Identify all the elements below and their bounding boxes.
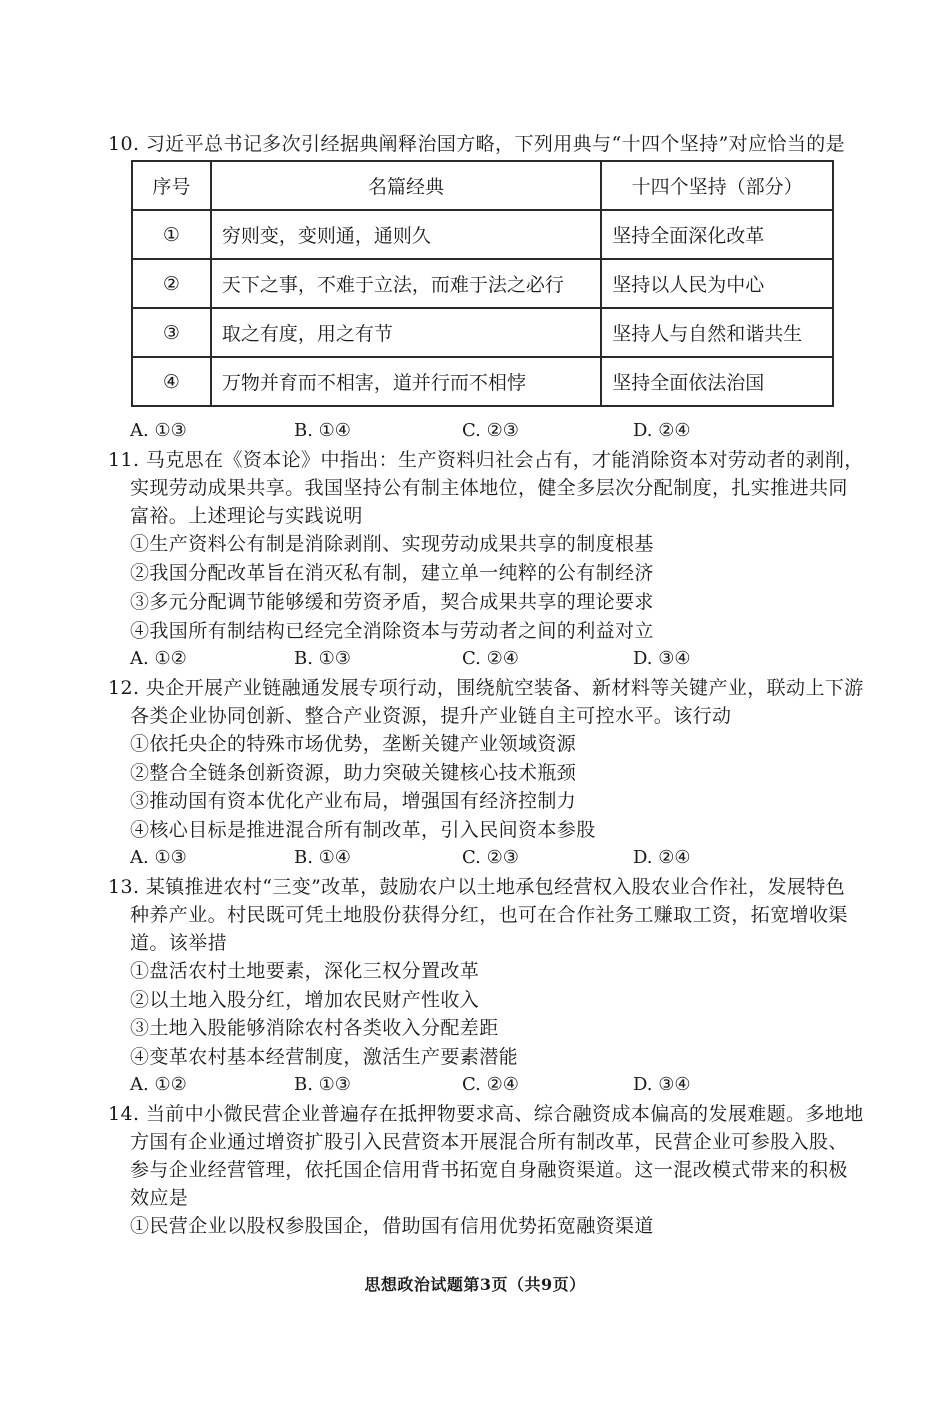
option-a[interactable]: A. ①③: [130, 847, 187, 868]
q12-statement: ③推动国有资本优化产业布局，增强国有经济控制力: [130, 790, 577, 812]
option-c[interactable]: C. ②④: [462, 1074, 519, 1095]
q13-stem-line: 道。该举措: [130, 932, 228, 954]
row-quote: 万物并育而不相害，道并行而不相悖: [211, 357, 601, 406]
q12-options: [130, 846, 850, 870]
q11-statement: ③多元分配调节能够缓和劳资矛盾，契合成果共享的理论要求: [130, 591, 654, 613]
q13-options: [130, 1073, 850, 1097]
option-b[interactable]: B. ①③: [294, 1074, 351, 1095]
q12-statement: ②整合全链条创新资源，助力突破关键核心技术瓶颈: [130, 762, 577, 784]
option-b[interactable]: B. ①③: [294, 648, 351, 669]
row-index: ②: [132, 259, 211, 308]
header-index: 序号: [132, 161, 211, 210]
table-row: [132, 357, 833, 406]
q11-statement: ①生产资料公有制是消除剥削、实现劳动成果共享的制度根基: [130, 533, 654, 555]
row-quote: 取之有度，用之有节: [211, 308, 601, 357]
row-index: ①: [132, 210, 211, 259]
option-a[interactable]: A. ①②: [130, 648, 187, 669]
q11-statement: ④我国所有制结构已经完全消除资本与劳动者之间的利益对立: [130, 620, 654, 642]
table-row: [132, 308, 833, 357]
q13-statement: ②以土地入股分红，增加农民财产性收入: [130, 989, 480, 1011]
q13-stem-line: 13. 某镇推进农村“三变”改革，鼓励农户以土地承包经营权入股农业合作社，发展特色: [108, 876, 846, 898]
option-a[interactable]: A. ①③: [130, 420, 187, 441]
q12-statement: ④核心目标是推进混合所有制改革，引入民间资本参股: [130, 819, 596, 841]
option-d[interactable]: D. ③④: [633, 1074, 691, 1095]
q12-statement: ①依托央企的特殊市场优势，垄断关键产业领域资源: [130, 733, 577, 755]
q10-options: [130, 419, 850, 443]
row-index: ④: [132, 357, 211, 406]
row-quote: 天下之事，不难于立法，而难于法之必行: [211, 259, 601, 308]
q14-stem-line: 方国有企业通过增资扩股引入民营资本开展混合所有制改革，民营企业可参股入股、: [130, 1131, 848, 1153]
table-row: [132, 259, 833, 308]
row-principle: 坚持人与自然和谐共生: [601, 308, 833, 357]
q12-stem-line: 各类企业协同创新、整合产业资源，提升产业链自主可控水平。该行动: [130, 705, 732, 727]
option-d[interactable]: D. ②④: [633, 847, 691, 868]
q14-stem-line: 参与企业经营管理，依托国企信用背书拓宽自身融资渠道。这一混改模式带来的积极: [130, 1159, 848, 1181]
q10-quote-table: [131, 160, 834, 407]
option-c[interactable]: C. ②③: [462, 847, 519, 868]
q13-statement: ④变革农村基本经营制度，激活生产要素潜能: [130, 1046, 519, 1068]
q14-statement: ①民营企业以股权参股国企，借助国有信用优势拓宽融资渠道: [130, 1215, 654, 1237]
option-b[interactable]: B. ①④: [294, 847, 351, 868]
option-d[interactable]: D. ②④: [633, 420, 691, 441]
q11-statement: ②我国分配改革旨在消灭私有制，建立单一纯粹的公有制经济: [130, 562, 654, 584]
q14-stem-line: 效应是: [130, 1187, 189, 1209]
q11-stem-line: 实现劳动成果共享。我国坚持公有制主体地位，健全多层次分配制度，扎实推进共同: [130, 477, 848, 499]
row-principle: 坚持以人民为中心: [601, 259, 833, 308]
option-d[interactable]: D. ③④: [633, 648, 691, 669]
option-c[interactable]: C. ②③: [462, 420, 519, 441]
q11-stem-line: 11. 马克思在《资本论》中指出：生产资料归社会占有，才能消除资本对劳动者的剥削，: [108, 449, 864, 471]
q13-statement: ③土地入股能够消除农村各类收入分配差距: [130, 1017, 499, 1039]
q11-options: [130, 647, 850, 671]
row-index: ③: [132, 308, 211, 357]
q10-stem: 10. 习近平总书记多次引经据典阐释治国方略，下列用典与“十四个坚持”对应恰当的是: [108, 133, 846, 155]
q12-stem-line: 12. 央企开展产业链融通发展专项行动，围绕航空装备、新材料等关键产业，联动上下游: [108, 677, 864, 699]
header-classic: 名篇经典: [211, 161, 601, 210]
q11-stem-line: 富裕。上述理论与实践说明: [130, 505, 363, 527]
row-quote: 穷则变，变则通，通则久: [211, 210, 601, 259]
table-row: [132, 210, 833, 259]
option-c[interactable]: C. ②④: [462, 648, 519, 669]
row-principle: 坚持全面依法治国: [601, 357, 833, 406]
page-footer: 思想政治试题第3页（共9页）: [364, 1275, 586, 1294]
option-b[interactable]: B. ①④: [294, 420, 351, 441]
table-header-row: [132, 161, 833, 210]
header-principle: 十四个坚持（部分）: [601, 161, 833, 210]
q13-statement: ①盘活农村土地要素，深化三权分置改革: [130, 960, 480, 982]
option-a[interactable]: A. ①②: [130, 1074, 187, 1095]
q13-stem-line: 种养产业。村民既可凭土地股份获得分红，也可在合作社务工赚取工资，拓宽增收渠: [130, 904, 848, 926]
row-principle: 坚持全面深化改革: [601, 210, 833, 259]
q14-stem-line: 14. 当前中小微民营企业普遍存在抵押物要求高、综合融资成本偏高的发展难题。多地地: [108, 1103, 864, 1125]
